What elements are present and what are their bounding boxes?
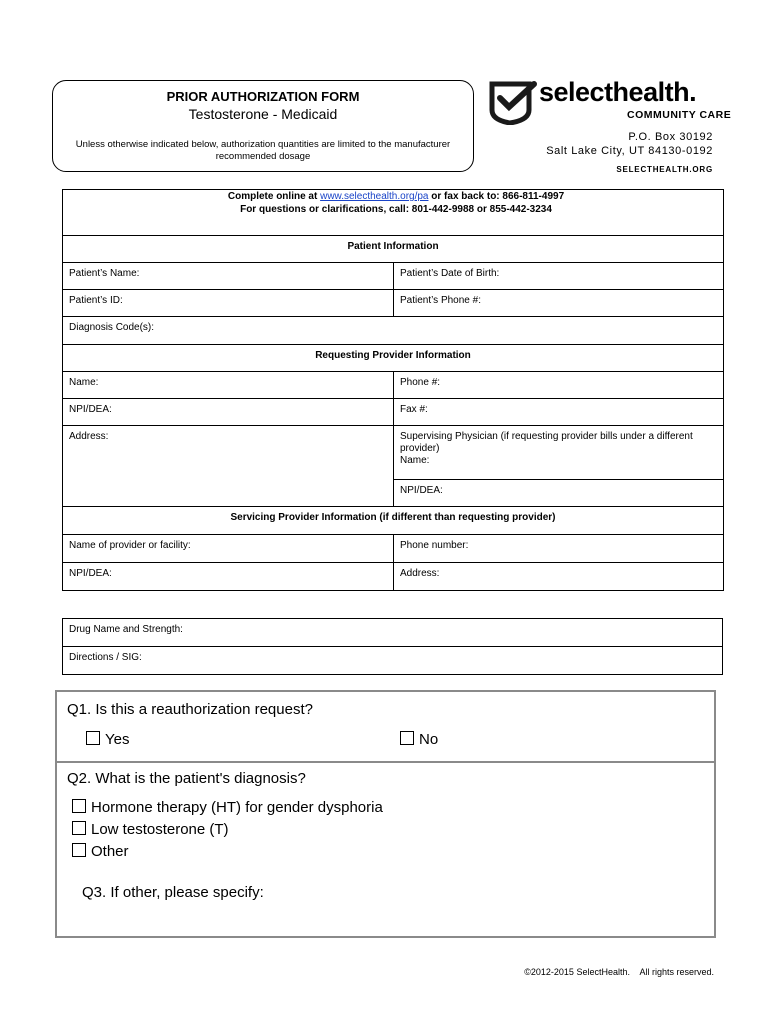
requesting-name-field[interactable]: Name: <box>63 372 394 399</box>
servicing-provider-heading: Servicing Provider Information (if different than requesting provider) <box>63 507 724 535</box>
q2-option-other[interactable]: Other <box>72 843 129 860</box>
brand-website: SELECTHEALTH.ORG <box>616 165 713 174</box>
checkmark-shield-icon <box>489 80 537 125</box>
requesting-npi-field[interactable]: NPI/DEA: <box>63 399 394 426</box>
address-line-1: P.O. Box 30192 <box>628 131 713 143</box>
servicing-name-field[interactable]: Name of provider or facility: <box>63 535 394 563</box>
prior-auth-link[interactable]: www.selecthealth.org/pa <box>320 191 429 202</box>
q1-no-checkbox[interactable] <box>400 731 414 745</box>
question-2: Q2. What is the patient's diagnosis? <box>67 770 306 787</box>
patient-info-heading: Patient Information <box>63 236 724 263</box>
contact-phone-line: For questions or clarifications, call: 801-442-9988 or 855-442-3234 <box>240 204 552 215</box>
q2-other-checkbox[interactable] <box>72 843 86 857</box>
supervising-physician-field[interactable]: Supervising Physician (if requesting provider bills under a different provider) Name: <box>394 426 724 480</box>
brand-subtitle: COMMUNITY CARE <box>627 109 732 121</box>
requesting-address-field[interactable]: Address: <box>63 426 394 507</box>
form-title: PRIOR AUTHORIZATION FORM <box>166 89 360 104</box>
q1-yes-checkbox[interactable] <box>86 731 100 745</box>
q2-ht-checkbox[interactable] <box>72 799 86 813</box>
requesting-phone-field[interactable]: Phone #: <box>394 372 724 399</box>
question-3: Q3. If other, please specify: <box>82 884 264 901</box>
question-1: Q1. Is this a reauthorization request? <box>67 701 313 718</box>
directions-field[interactable]: Directions / SIG: <box>63 647 723 675</box>
patient-phone-field[interactable]: Patient’s Phone #: <box>394 290 724 317</box>
q2-option-low-t[interactable]: Low testosterone (T) <box>72 821 229 838</box>
dosage-note: Unless otherwise indicated below, authorization quantities are limited to the manufacturer recommended dosage <box>75 139 451 162</box>
q1-no-option[interactable]: No <box>400 731 438 748</box>
drug-name-field[interactable]: Drug Name and Strength: <box>63 619 723 647</box>
servicing-address-field[interactable]: Address: <box>394 563 724 591</box>
patient-id-field[interactable]: Patient’s ID: <box>63 290 394 317</box>
supervising-npi-field[interactable]: NPI/DEA: <box>394 480 724 507</box>
patient-dob-field[interactable]: Patient’s Date of Birth: <box>394 263 724 290</box>
copyright-footer: ©2012-2015 SelectHealth. All rights reserved. <box>524 967 714 977</box>
form-title-box <box>52 80 474 172</box>
patient-name-field[interactable]: Patient’s Name: <box>63 263 394 290</box>
q2-low-t-checkbox[interactable] <box>72 821 86 835</box>
drug-table <box>62 618 723 675</box>
brand-name: selecthealth. <box>539 77 697 107</box>
requesting-provider-heading: Requesting Provider Information <box>63 345 724 372</box>
q1-yes-option[interactable]: Yes <box>86 731 129 748</box>
address-line-2: Salt Lake City, UT 84130-0192 <box>546 145 713 157</box>
servicing-npi-field[interactable]: NPI/DEA: <box>63 563 394 591</box>
supervising-name-label: Name: <box>400 455 430 466</box>
questions-divider <box>55 761 716 763</box>
form-subtitle: Testosterone - Medicaid <box>188 106 338 122</box>
provider-patient-table <box>62 189 724 591</box>
contact-instructions: Complete online at www.selecthealth.org/pa or fax back to: 866-811-4997 For questions or clarifications, call: 801-442-9988 or 855-442-3234 <box>63 190 724 236</box>
requesting-fax-field[interactable]: Fax #: <box>394 399 724 426</box>
q2-option-ht[interactable]: Hormone therapy (HT) for gender dysphoria <box>72 799 383 816</box>
diagnosis-code-field[interactable]: Diagnosis Code(s): <box>63 317 724 345</box>
servicing-phone-field[interactable]: Phone number: <box>394 535 724 563</box>
